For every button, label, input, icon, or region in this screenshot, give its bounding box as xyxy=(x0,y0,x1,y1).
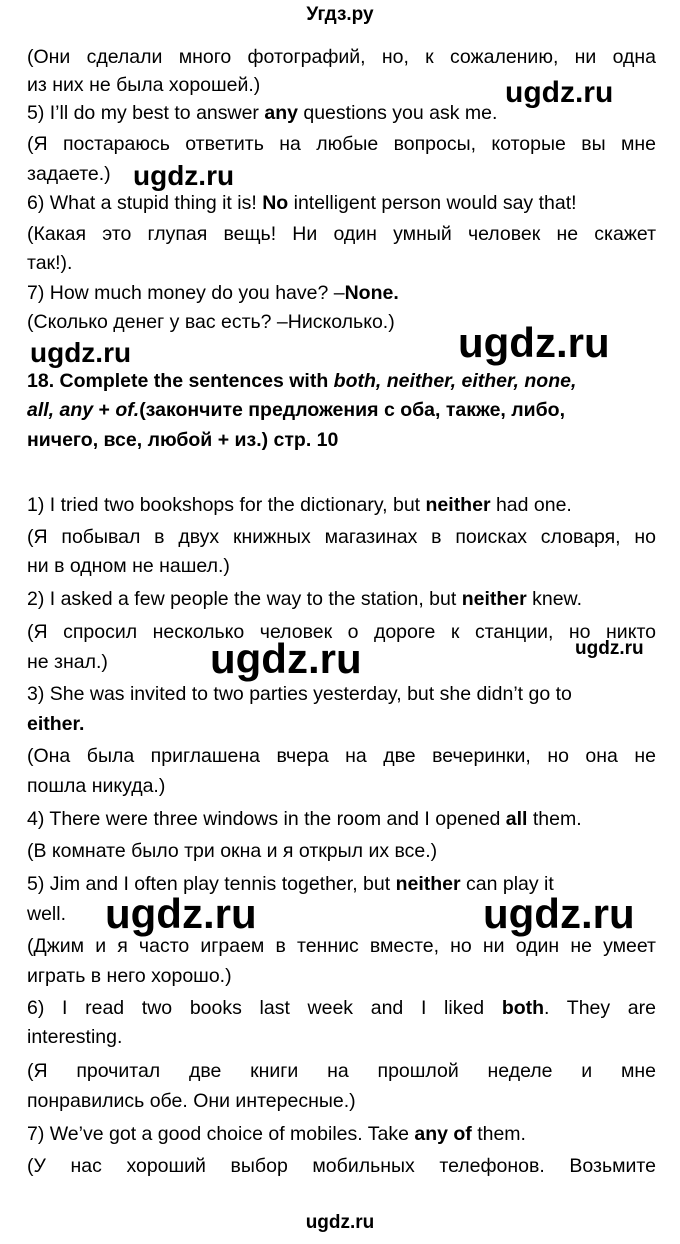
text-line: задаете.) xyxy=(27,163,111,185)
text-line: (Сколько денег у вас есть? –Нисколько.) xyxy=(27,311,395,333)
watermark: ugdz.ru xyxy=(210,635,362,682)
sentence-5: 5) I’ll do my best to answer any questions you ask me. xyxy=(27,102,498,124)
text-line: не знал.) xyxy=(27,651,108,673)
text-line: (Я спросил несколько человек о дороге к станции, но никто xyxy=(27,621,656,643)
text-line: так!). xyxy=(27,252,73,274)
text-line: (Я побывал в двух книжных магазинах в поисках словаря, но xyxy=(27,526,656,548)
watermark: ugdz.ru xyxy=(575,638,644,659)
item-5: 5) Jim and I often play tennis together, but neither can play it xyxy=(27,873,554,895)
text-line: (Джим и я часто играем в теннис вместе, но ни один не умеет xyxy=(27,935,656,957)
item-2: 2) I asked a few people the way to the station, but neither knew. xyxy=(27,588,582,610)
text-line: (У нас хороший выбор мобильных телефонов. Возьмите xyxy=(27,1155,656,1177)
text-line: (В комнате было три окна и я открыл их все.) xyxy=(27,840,438,862)
text-line: играть в него хорошо.) xyxy=(27,965,232,987)
text-line: interesting. xyxy=(27,1026,123,1048)
watermark: ugdz.ru xyxy=(458,319,610,366)
exercise-title: ничего, все, любой + из.) стр. 10 xyxy=(27,429,339,451)
item-1: 1) I tried two bookshops for the dictionary, but neither had one. xyxy=(27,494,572,516)
text-line: понравились обе. Они интересные.) xyxy=(27,1090,356,1112)
text-line: well. xyxy=(27,903,67,925)
text-line: (Я постараюсь ответить на любые вопросы, которые вы мне xyxy=(27,133,656,155)
sentence-6: 6) What a stupid thing it is! No intelligent person would say that! xyxy=(27,192,577,214)
watermark: ugdz.ru xyxy=(133,160,235,191)
text-line: ни в одном не нашел.) xyxy=(27,555,230,577)
item-4: 4) There were three windows in the room and I opened all them. xyxy=(27,808,582,830)
text-line: (Они сделали много фотографий, но, к сожалению, ни одна xyxy=(27,46,656,68)
watermark: ugdz.ru xyxy=(30,337,132,368)
exercise-title: all, any + of.(закончите предложения с оба, также, либо, xyxy=(27,399,565,421)
site-footer: ugdz.ru xyxy=(305,1212,375,1233)
text-line: (Я прочитал две книги на прошлой неделе и мне xyxy=(27,1060,656,1082)
watermark: ugdz.ru xyxy=(505,76,614,109)
text-line: пошла никуда.) xyxy=(27,775,166,797)
text-line: (Какая это глупая вещь! Ни один умный человек не скажет xyxy=(27,223,656,245)
item-7: 7) We’ve got a good choice of mobiles. Take any of them. xyxy=(27,1123,526,1145)
watermark: ugdz.ru xyxy=(105,890,257,937)
item-3: 3) She was invited to two parties yesterday, but she didn’t go to xyxy=(27,683,572,705)
text-line: из них не была хорошей.) xyxy=(27,74,261,96)
text-line: either. xyxy=(27,713,85,735)
site-header: Угдз.ру xyxy=(306,4,374,25)
exercise-title: 18. Complete the sentences with both, neither, either, none, xyxy=(27,370,577,392)
sentence-7: 7) How much money do you have? –None. xyxy=(27,282,399,304)
text-line: (Она была приглашена вчера на две вечеринки, но она не xyxy=(27,745,656,767)
watermark: ugdz.ru xyxy=(483,890,635,937)
item-6: 6) I read two books last week and I liked both. They are xyxy=(27,997,656,1019)
